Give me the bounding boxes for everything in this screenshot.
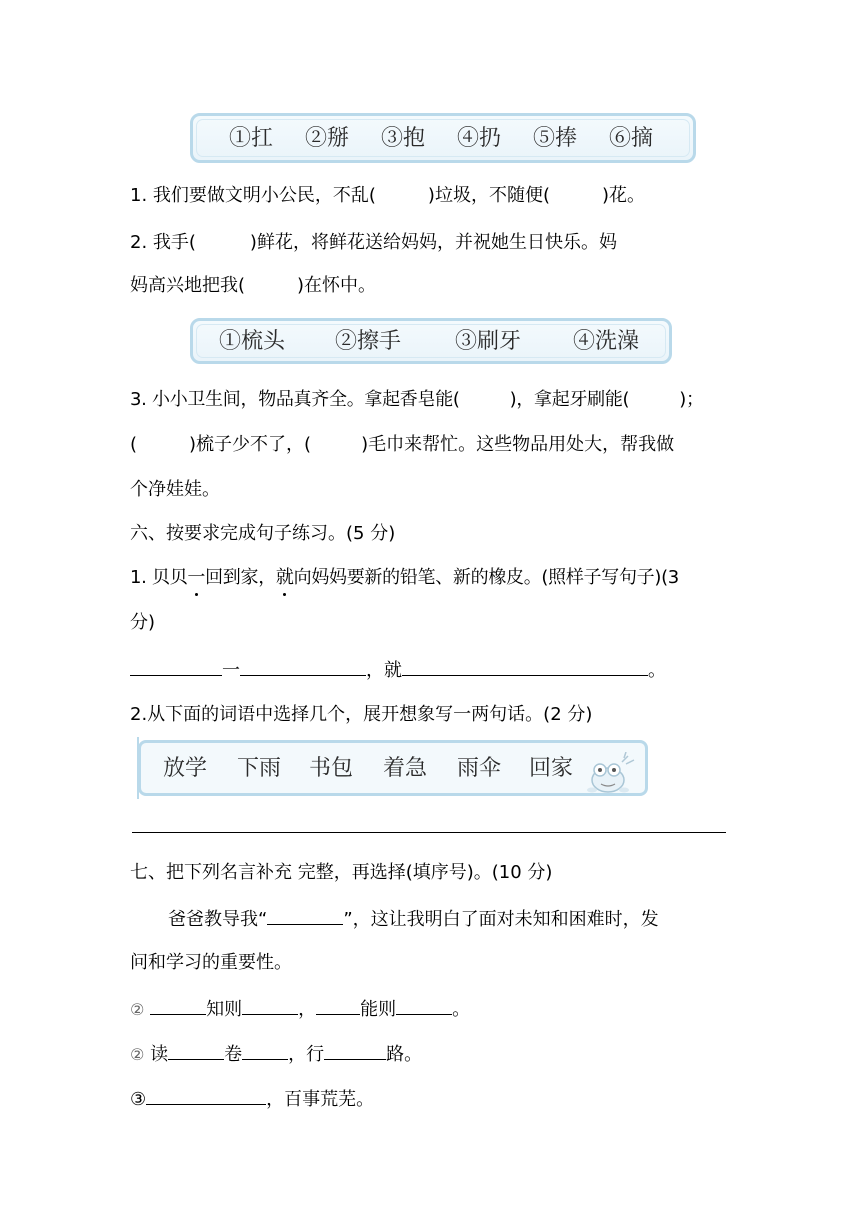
question-2-line-1: 2. 我手( )鲜花，将鲜花送给妈妈，并祝她生日快乐。妈	[130, 232, 617, 253]
proverb-item-2: ② 读 卷 ，行 路。	[130, 1041, 422, 1067]
option-box-1	[190, 113, 696, 163]
word-box	[138, 740, 648, 796]
question-3-line-1: 3. 小小卫生间，物品真齐全。拿起香皂能( )，拿起牙刷能( )；	[130, 389, 704, 410]
answer-line[interactable]	[132, 832, 726, 833]
word-6: 回家	[529, 756, 574, 781]
blank[interactable]	[240, 657, 366, 676]
word-4: 着急	[383, 756, 428, 781]
blank[interactable]	[242, 996, 298, 1015]
frog-mascot-icon	[582, 752, 638, 796]
question-3-line-3: 个净娃娃。	[130, 479, 220, 500]
option-3: ③刷牙	[455, 329, 522, 354]
blank[interactable]	[402, 657, 648, 676]
blank[interactable]	[267, 906, 343, 925]
proverb-item-3: ③ ，百事荒芜。	[130, 1086, 374, 1112]
blank[interactable]	[316, 996, 360, 1015]
question-2-line-2: 妈高兴地把我( )在怀中。	[130, 275, 377, 296]
section-6-sentence-2: 2.从下面的词语中选择几个，展开想象写一两句话。(2 分)	[130, 704, 593, 725]
option-1: ①梳头	[219, 329, 286, 354]
question-3-line-2: ( )梳子少不了，( )毛巾来帮忙。这些物品用处大，帮我做	[130, 434, 675, 455]
fill-in-sentence: 一 ，就 。	[130, 657, 666, 683]
option-2: ②擦手	[335, 329, 402, 354]
blank[interactable]	[324, 1041, 386, 1060]
section-7-title: 七、把下列名言补充 完整，再选择(填序号)。(10 分)	[130, 862, 553, 883]
option-1: ①扛	[229, 126, 274, 151]
word-5: 雨伞	[457, 756, 502, 781]
question-1: 1. 我们要做文明小公民，不乱( )垃圾，不随便( )花。	[130, 185, 645, 206]
section-7-para-2: 问和学习的重要性。	[130, 952, 292, 973]
section-7-para-1: 爸爸教导我“ ”，这让我明白了面对未知和困难时，发	[168, 906, 659, 932]
proverb-item-1: ② 知则 ， 能则 。	[130, 996, 470, 1022]
section-6-title: 六、按要求完成句子练习。(5 分)	[130, 523, 396, 544]
blank[interactable]	[242, 1041, 288, 1060]
word-2: 下雨	[237, 756, 282, 781]
section-6-sentence-1-cont: 分)	[130, 612, 156, 633]
option-2: ②掰	[305, 126, 350, 151]
option-6: ⑥摘	[609, 126, 654, 151]
section-6-sentence-1: 1. 贝贝一回到家，就向妈妈要新的铅笔、新的橡皮。(照样子写句子)(3	[130, 567, 679, 588]
option-4: ④扔	[457, 126, 502, 151]
option-4: ④洗澡	[573, 329, 640, 354]
blank[interactable]	[150, 996, 206, 1015]
blank[interactable]	[146, 1086, 266, 1105]
word-3: 书包	[309, 756, 354, 781]
blank[interactable]	[168, 1041, 224, 1060]
option-box-2	[190, 318, 672, 364]
blank[interactable]	[130, 657, 222, 676]
option-5: ⑤捧	[533, 126, 578, 151]
blank[interactable]	[396, 996, 452, 1015]
word-1: 放学	[163, 756, 208, 781]
option-3: ③抱	[381, 126, 426, 151]
